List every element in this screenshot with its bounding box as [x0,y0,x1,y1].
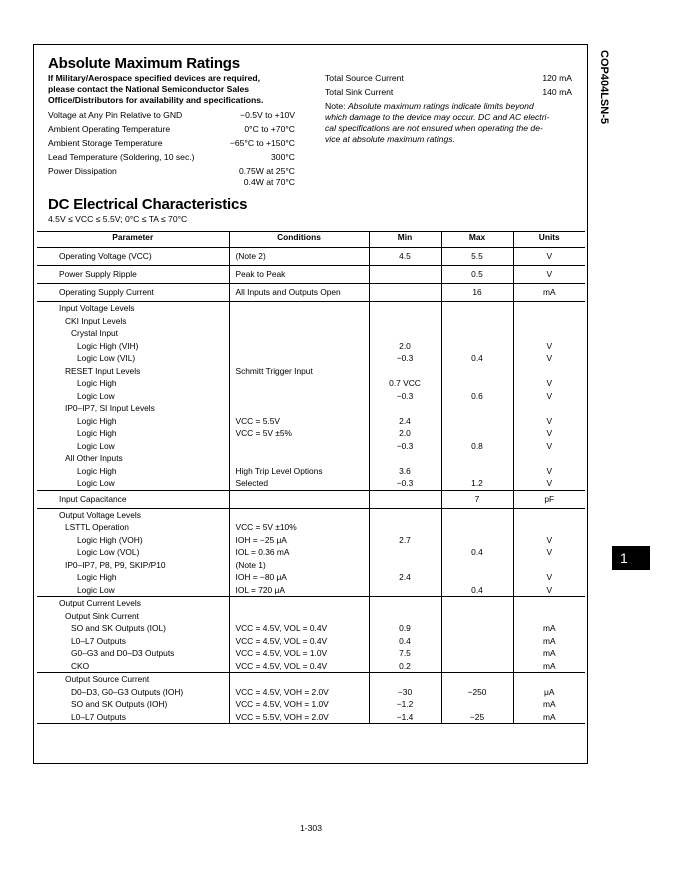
header-units: Units [513,232,585,248]
line-min [370,509,441,522]
line-max [442,509,513,522]
line-param: Output Source Current [65,674,150,684]
line-cond [230,390,369,403]
line-cond: VCC = 4.5V, VOL = 0.4V [235,660,328,671]
line-min: −1.4 [396,711,414,722]
note-line: Absolute maximum ratings indicate limits beyond [347,101,534,111]
max-cell: 5.5 [441,248,513,266]
line-max [442,402,513,415]
line-max [442,452,513,465]
line-max: −250 [467,686,487,697]
cond-cell [229,508,369,597]
units-cell [513,597,585,673]
line-param: L0–L7 Outputs [71,711,126,722]
table-row [37,248,585,266]
line-cond [230,597,369,610]
line-param: Logic Low (VOL) [77,547,140,557]
line-min: −0.3 [396,353,414,363]
abs-max-title: Absolute Maximum Ratings [48,55,240,72]
line-min [370,584,441,597]
line-param: Logic Low [77,478,115,488]
min-cell [369,508,441,597]
param-cell: Operating Supply Current [37,284,229,302]
line-cond [230,673,369,686]
abs-max-value: −65°C to +150°C [229,138,295,148]
line-units [514,610,586,623]
line-param: Crystal Input [71,328,119,338]
table-row [37,266,585,284]
line-max [442,622,513,635]
table-block [37,302,585,491]
line-param: All Other Inputs [65,453,123,463]
table-row [37,490,585,508]
abs-max-value: 0°C to +70°C [244,124,295,134]
side-title [594,50,610,130]
line-min [370,302,441,315]
max-cell [441,597,513,673]
line-max [442,315,513,328]
line-cond: (Note 1) [235,559,266,570]
line-cond [230,452,369,465]
line-cond: VCC = 5V ±5% [235,428,292,438]
units-cell [513,508,585,597]
line-max: 0.8 [471,440,483,451]
line-units: V [546,440,553,451]
param-cell [37,673,229,724]
line-param: Input Voltage Levels [59,303,135,313]
line-units [514,327,586,340]
line-max [442,673,513,686]
min-cell [369,490,441,508]
abs-max-label: Lead Temperature (Soldering, 10 sec.) [48,152,195,162]
param-cell: Input Capacitance [37,490,229,508]
header-min: Min [369,232,441,248]
line-max: 0.4 [471,584,483,595]
line-cond [230,377,369,390]
line-min: 3.6 [399,465,411,476]
line-param: G0–G3 and D0–D3 Outputs [71,648,175,658]
line-param: Logic High [77,428,117,438]
line-max [442,597,513,610]
abs-max-value: 0.75W at 25°C [239,166,295,176]
line-min: −1.2 [396,699,414,709]
line-min [370,452,441,465]
header-max: Max [441,232,513,248]
table-block [37,597,585,673]
abs-max-label: Ambient Storage Temperature [48,138,163,148]
line-min: 0.7 VCC [389,378,421,388]
units-cell: V [513,248,585,266]
max-cell [441,508,513,597]
line-units [514,315,586,328]
header-conditions: Conditions [229,232,369,248]
line-param: Logic Low [77,440,115,451]
line-min [370,559,441,572]
line-cond: High Trip Level Options [235,465,323,476]
line-units [514,402,586,415]
max-cell: 0.5 [441,266,513,284]
line-max [442,365,513,378]
max-cell: 7 [441,490,513,508]
line-max [442,377,513,390]
table-header-row [37,232,585,248]
line-max: 0.6 [471,390,483,401]
line-min: 2.4 [399,572,411,582]
line-min: 2.0 [399,340,411,351]
cond-cell [229,490,369,508]
line-max [442,327,513,340]
line-min [370,327,441,340]
min-cell [369,597,441,673]
line-units: V [546,534,553,545]
max-cell [441,302,513,491]
line-cond: VCC = 5.5V [235,415,280,426]
abs-max-value: 0.4W at 70°C [243,177,295,187]
cond-cell: All Inputs and Outputs Open [229,284,369,302]
line-param: SO and SK Outputs (IOL) [71,623,166,633]
abs-max-right-value: 120 mA [542,73,572,83]
line-min [370,365,441,378]
param-cell: Operating Voltage (VCC) [37,248,229,266]
line-max [442,610,513,623]
line-param: L0–L7 Outputs [71,635,126,646]
header-parameter: Parameter [37,232,229,248]
line-min: 2.4 [399,415,411,426]
abs-max-notice-1: If Military/Aerospace specified devices are required, [48,73,261,83]
line-cond [230,315,369,328]
line-units: μA [544,686,555,697]
line-param: D0–D3, G0–G3 Outputs (IOH) [71,686,184,697]
line-min: 2.7 [399,534,411,545]
line-max [442,521,513,534]
cond-cell [229,302,369,491]
table-row [37,284,585,302]
line-param: Logic Low [77,584,115,595]
line-cond [230,302,369,315]
line-max [442,534,513,547]
cond-cell: (Note 2) [229,248,369,266]
line-cond: VCC = 4.5V, VOL = 0.4V [235,623,328,633]
abs-max-label: Ambient Operating Temperature [48,124,171,134]
line-units [514,673,586,686]
line-units [514,302,586,315]
line-min: 0.9 [399,623,411,633]
line-min [370,546,441,559]
line-min: −0.3 [396,390,414,401]
units-cell: mA [513,284,585,302]
line-cond: Selected [235,478,269,488]
line-param: Logic High [77,378,117,388]
line-units: mA [542,660,556,671]
line-cond [230,440,369,453]
min-cell [369,284,441,302]
line-param: Output Voltage Levels [59,509,141,520]
max-cell: 16 [441,284,513,302]
line-max: 0.4 [471,547,483,557]
abs-max-notice-2: please contact the National Semiconductor Sales [48,84,250,94]
line-min: −0.3 [396,478,414,488]
line-min [370,597,441,610]
line-cond [230,402,369,415]
line-cond: VCC = 4.5V, VOH = 1.0V [235,699,329,709]
line-units: V [546,465,553,476]
page-tab: 1 [612,546,650,570]
units-cell [513,673,585,724]
line-max [442,415,513,428]
line-cond: VCC = 4.5V, VOH = 2.0V [235,686,329,697]
line-units: mA [542,635,556,646]
abs-max-label: Voltage at Any Pin Relative to GND [48,110,183,120]
line-units: V [546,478,553,488]
param-cell: Power Supply Ripple [37,266,229,284]
page-number: 1-303 [300,823,322,833]
note-label: Note: [325,101,346,111]
line-max: 1.2 [471,478,483,488]
line-units: V [546,584,553,595]
line-max [442,302,513,315]
line-max [442,660,513,673]
line-cond: VCC = 4.5V, VOL = 0.4V [235,635,328,646]
line-min: 7.5 [399,648,411,658]
min-cell [369,302,441,491]
abs-max-value: −0.5V to +10V [240,110,295,120]
line-units [514,521,586,534]
min-cell [369,673,441,724]
note-line: which damage to the device may occur. DC and AC electri- [325,112,550,122]
dc-title: DC Electrical Characteristics [48,196,248,213]
line-units: V [546,340,553,351]
line-min: 0.2 [399,660,411,671]
note-line: cal specifications are not ensured when operating the de- [325,123,543,133]
line-max [442,559,513,572]
line-cond: VCC = 5V ±10% [235,522,297,532]
line-max [442,340,513,353]
line-max [442,571,513,584]
line-cond: Schmitt Trigger Input [235,365,313,376]
line-cond [230,327,369,340]
line-param: Logic High (VIH) [77,340,139,351]
line-param: Logic High [77,465,117,476]
dc-table [37,231,585,724]
line-max [442,647,513,660]
line-units [514,509,586,522]
line-param: IP0–IP7, SI Input Levels [65,403,155,413]
line-units: V [546,428,553,438]
cond-cell [229,597,369,673]
param-cell [37,508,229,597]
line-units: mA [542,648,556,658]
line-max: −25 [469,711,485,722]
line-min [370,673,441,686]
abs-max-note [325,101,534,112]
table-block [37,673,585,724]
line-cond [230,509,369,522]
line-min [370,315,441,328]
line-param: LSTTL Operation [65,522,129,532]
line-min: 0.4 [399,635,411,646]
line-max: 0.4 [471,353,483,363]
line-param: Logic Low (VIL) [77,353,136,363]
line-min [370,610,441,623]
line-cond: VCC = 4.5V, VOL = 1.0V [235,648,328,658]
line-cond [230,610,369,623]
line-param: SO and SK Outputs (IOH) [71,699,168,709]
units-cell: V [513,266,585,284]
line-max [442,635,513,648]
line-param: CKI Input Levels [65,315,127,326]
line-param: Output Sink Current [65,610,140,621]
line-cond: IOL = 720 μA [235,584,285,595]
line-units [514,597,586,610]
line-min: 2.0 [399,428,411,438]
abs-max-value: 300°C [271,152,295,162]
line-param: CKO [71,660,90,671]
line-param: Output Current Levels [59,598,141,608]
table-block [37,508,585,597]
line-units: mA [542,623,556,633]
cond-cell [229,673,369,724]
line-min [370,521,441,534]
dc-subtitle: 4.5V ≤ VCC ≤ 5.5V; 0°C ≤ TA ≤ 70°C [48,214,188,224]
line-param: Logic High [77,572,117,582]
units-cell [513,302,585,491]
min-cell: 4.5 [369,248,441,266]
abs-max-notice-3: Office/Distributors for availability and specifications. [48,95,264,105]
max-cell [441,673,513,724]
line-param: RESET Input Levels [65,365,141,376]
line-min [370,402,441,415]
line-units: V [546,390,553,401]
line-param: IP0–IP7, P8, P9, SKIP/P10 [65,559,166,570]
line-max [442,427,513,440]
abs-max-right-label: Total Sink Current [325,87,394,97]
line-cond: IOH = −80 μA [235,572,287,582]
line-cond: IOL = 0.36 mA [235,547,290,557]
line-units: V [546,378,553,388]
line-units [514,452,586,465]
line-max [442,465,513,478]
param-cell [37,302,229,491]
abs-max-right-value: 140 mA [542,87,572,97]
line-param: Logic Low [77,390,115,401]
line-min: −0.3 [396,440,414,451]
line-units: mA [542,711,556,722]
units-cell: pF [513,490,585,508]
line-units: V [546,547,553,557]
param-cell [37,597,229,673]
line-cond: IOH = −25 μA [235,534,287,545]
cond-cell: Peak to Peak [229,266,369,284]
line-units: V [546,572,553,582]
line-cond: VCC = 5.5V, VOH = 2.0V [235,711,329,722]
line-cond [230,352,369,365]
abs-max-label: Power Dissipation [48,166,117,176]
line-cond [230,340,369,353]
line-units: V [546,415,553,426]
abs-max-right-label: Total Source Current [325,73,404,83]
line-units [514,365,586,378]
note-line: vice at absolute maximum ratings. [325,134,455,144]
line-units [514,559,586,572]
line-min: −30 [397,686,413,697]
min-cell [369,266,441,284]
line-units: mA [542,699,556,709]
line-units: V [546,353,553,363]
line-max [442,698,513,711]
part-number: COP404LSN-5 [598,50,610,124]
line-param: Logic High (VOH) [77,534,143,545]
line-param: Logic High [77,415,117,426]
